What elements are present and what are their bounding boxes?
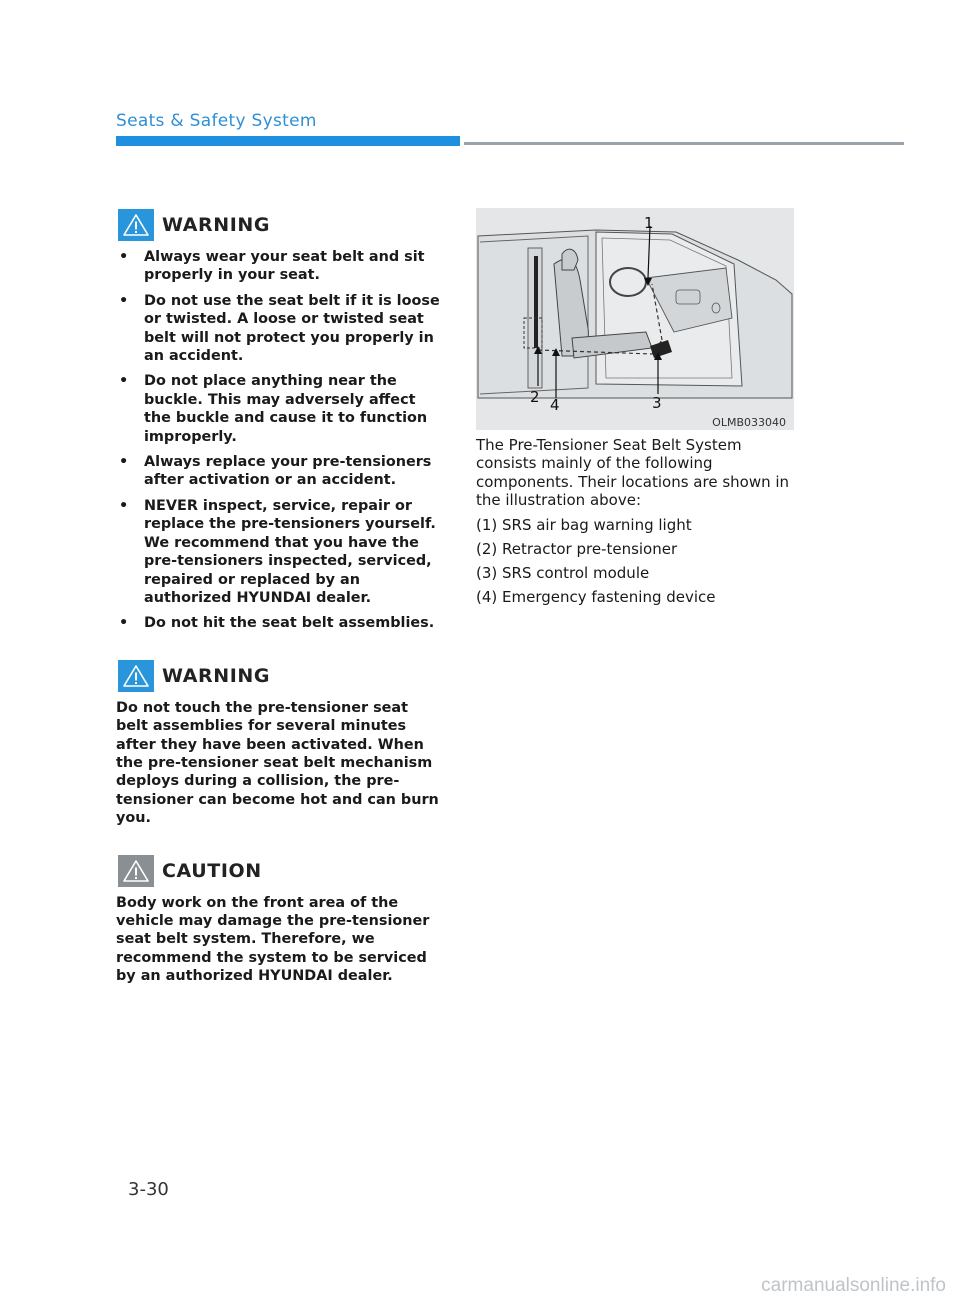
item-number: (3): [476, 563, 498, 582]
item-number: (2): [476, 539, 498, 558]
callout-4: 4: [550, 396, 560, 414]
seat-belt-illustration: [476, 208, 794, 430]
caution-text: Body work on the front area of the vehicle may damage the pre-tensioner seat belt system. Therefore, we recommend the system to be serviced by an authorized HYUNDAI dealer.: [116, 894, 430, 985]
item-text: SRS control module: [502, 563, 650, 582]
bullet-text: Do not place anything near the buckle. This may adversely affect the buckle and cause it to function improperly.: [144, 373, 428, 445]
list-item: • NEVER inspect, service, repair or replace the pre-tensioners yourself. We recommend that you have the pre-tensioners inspected, serviced, repaired or replaced by an authorized HYUNDAI dealer.: [119, 497, 436, 606]
bullet-text: Always replace your pre-tensioners after activation or an accident.: [144, 454, 432, 489]
figure-code: OLMB033040: [712, 416, 786, 429]
item-number: (1): [476, 515, 498, 534]
page-number: 3-30: [128, 1179, 169, 1200]
list-item: [476, 564, 796, 582]
list-item: • Always replace your pre-tensioners after activation or an accident.: [119, 454, 432, 489]
bullet-text: NEVER inspect, service, repair or replace the pre-tensioners yourself. We recommend that you have the pre-tensioners inspected, serviced, repaired or replaced by an authorized HYUNDAI dealer.: [144, 497, 436, 606]
callout-2: 2: [530, 388, 540, 406]
header-rule: [464, 142, 904, 145]
list-item: • Do not hit the seat belt assemblies.: [119, 615, 435, 632]
watermark: carmanualsonline.info: [761, 1275, 946, 1296]
list-item: • Always wear your seat belt and sit properly in your seat.: [119, 249, 425, 284]
description-intro: The Pre-Tensioner Seat Belt System consists mainly of the following components. Their locations are shown in the illustration above:: [476, 436, 790, 510]
right-column: [476, 208, 796, 612]
warning-bullet-list: [116, 248, 442, 633]
list-item: [476, 540, 796, 558]
warning-triangle-icon: [118, 660, 154, 692]
caution-header: [116, 854, 442, 888]
bullet-text: Do not hit the seat belt assemblies.: [144, 615, 435, 632]
callout-1: 1: [644, 214, 654, 232]
warning-header: [116, 208, 442, 242]
bullet-text: Do not use the seat belt if it is loose or twisted. A loose or twisted seat belt will not protect you properly in an accident.: [144, 292, 440, 365]
callout-3: 3: [652, 394, 662, 412]
section-title: Seats & Safety System: [116, 111, 317, 131]
item-text: Emergency fastening device: [502, 587, 716, 606]
warning-triangle-icon: [118, 209, 154, 241]
bullet-text: Always wear your seat belt and sit properly in your seat.: [144, 249, 425, 284]
item-text: SRS air bag warning light: [502, 515, 692, 534]
list-item: • Do not place anything near the buckle. This may adversely affect the buckle and cause it to function improperly.: [119, 373, 428, 445]
item-text: Retractor pre-tensioner: [502, 539, 678, 558]
warning-label: WARNING: [162, 664, 271, 687]
warning-box-2: [116, 659, 442, 828]
caution-label: CAUTION: [162, 859, 262, 882]
component-list: [476, 516, 796, 606]
list-item: [476, 516, 796, 534]
caution-triangle-icon: [118, 855, 154, 887]
car-interior-drawing: [476, 208, 794, 430]
warning-box-1: [116, 208, 442, 633]
header-rule-accent: [116, 136, 460, 146]
warning-header: [116, 659, 442, 693]
list-item: [476, 588, 796, 606]
caution-box: [116, 854, 442, 986]
list-item: • Do not use the seat belt if it is loose or twisted. A loose or twisted seat belt will not protect you properly in an accident.: [119, 292, 440, 365]
left-column: [116, 208, 442, 1012]
warning-text: Do not touch the pre-tensioner seat belt assemblies for several minutes after they have been activated. When the pre-tensioner seat belt mechanism deploys during a collision, the pre-tensioner can become hot and can burn you.: [116, 699, 439, 827]
item-number: (4): [476, 587, 498, 606]
warning-label: WARNING: [162, 214, 271, 236]
